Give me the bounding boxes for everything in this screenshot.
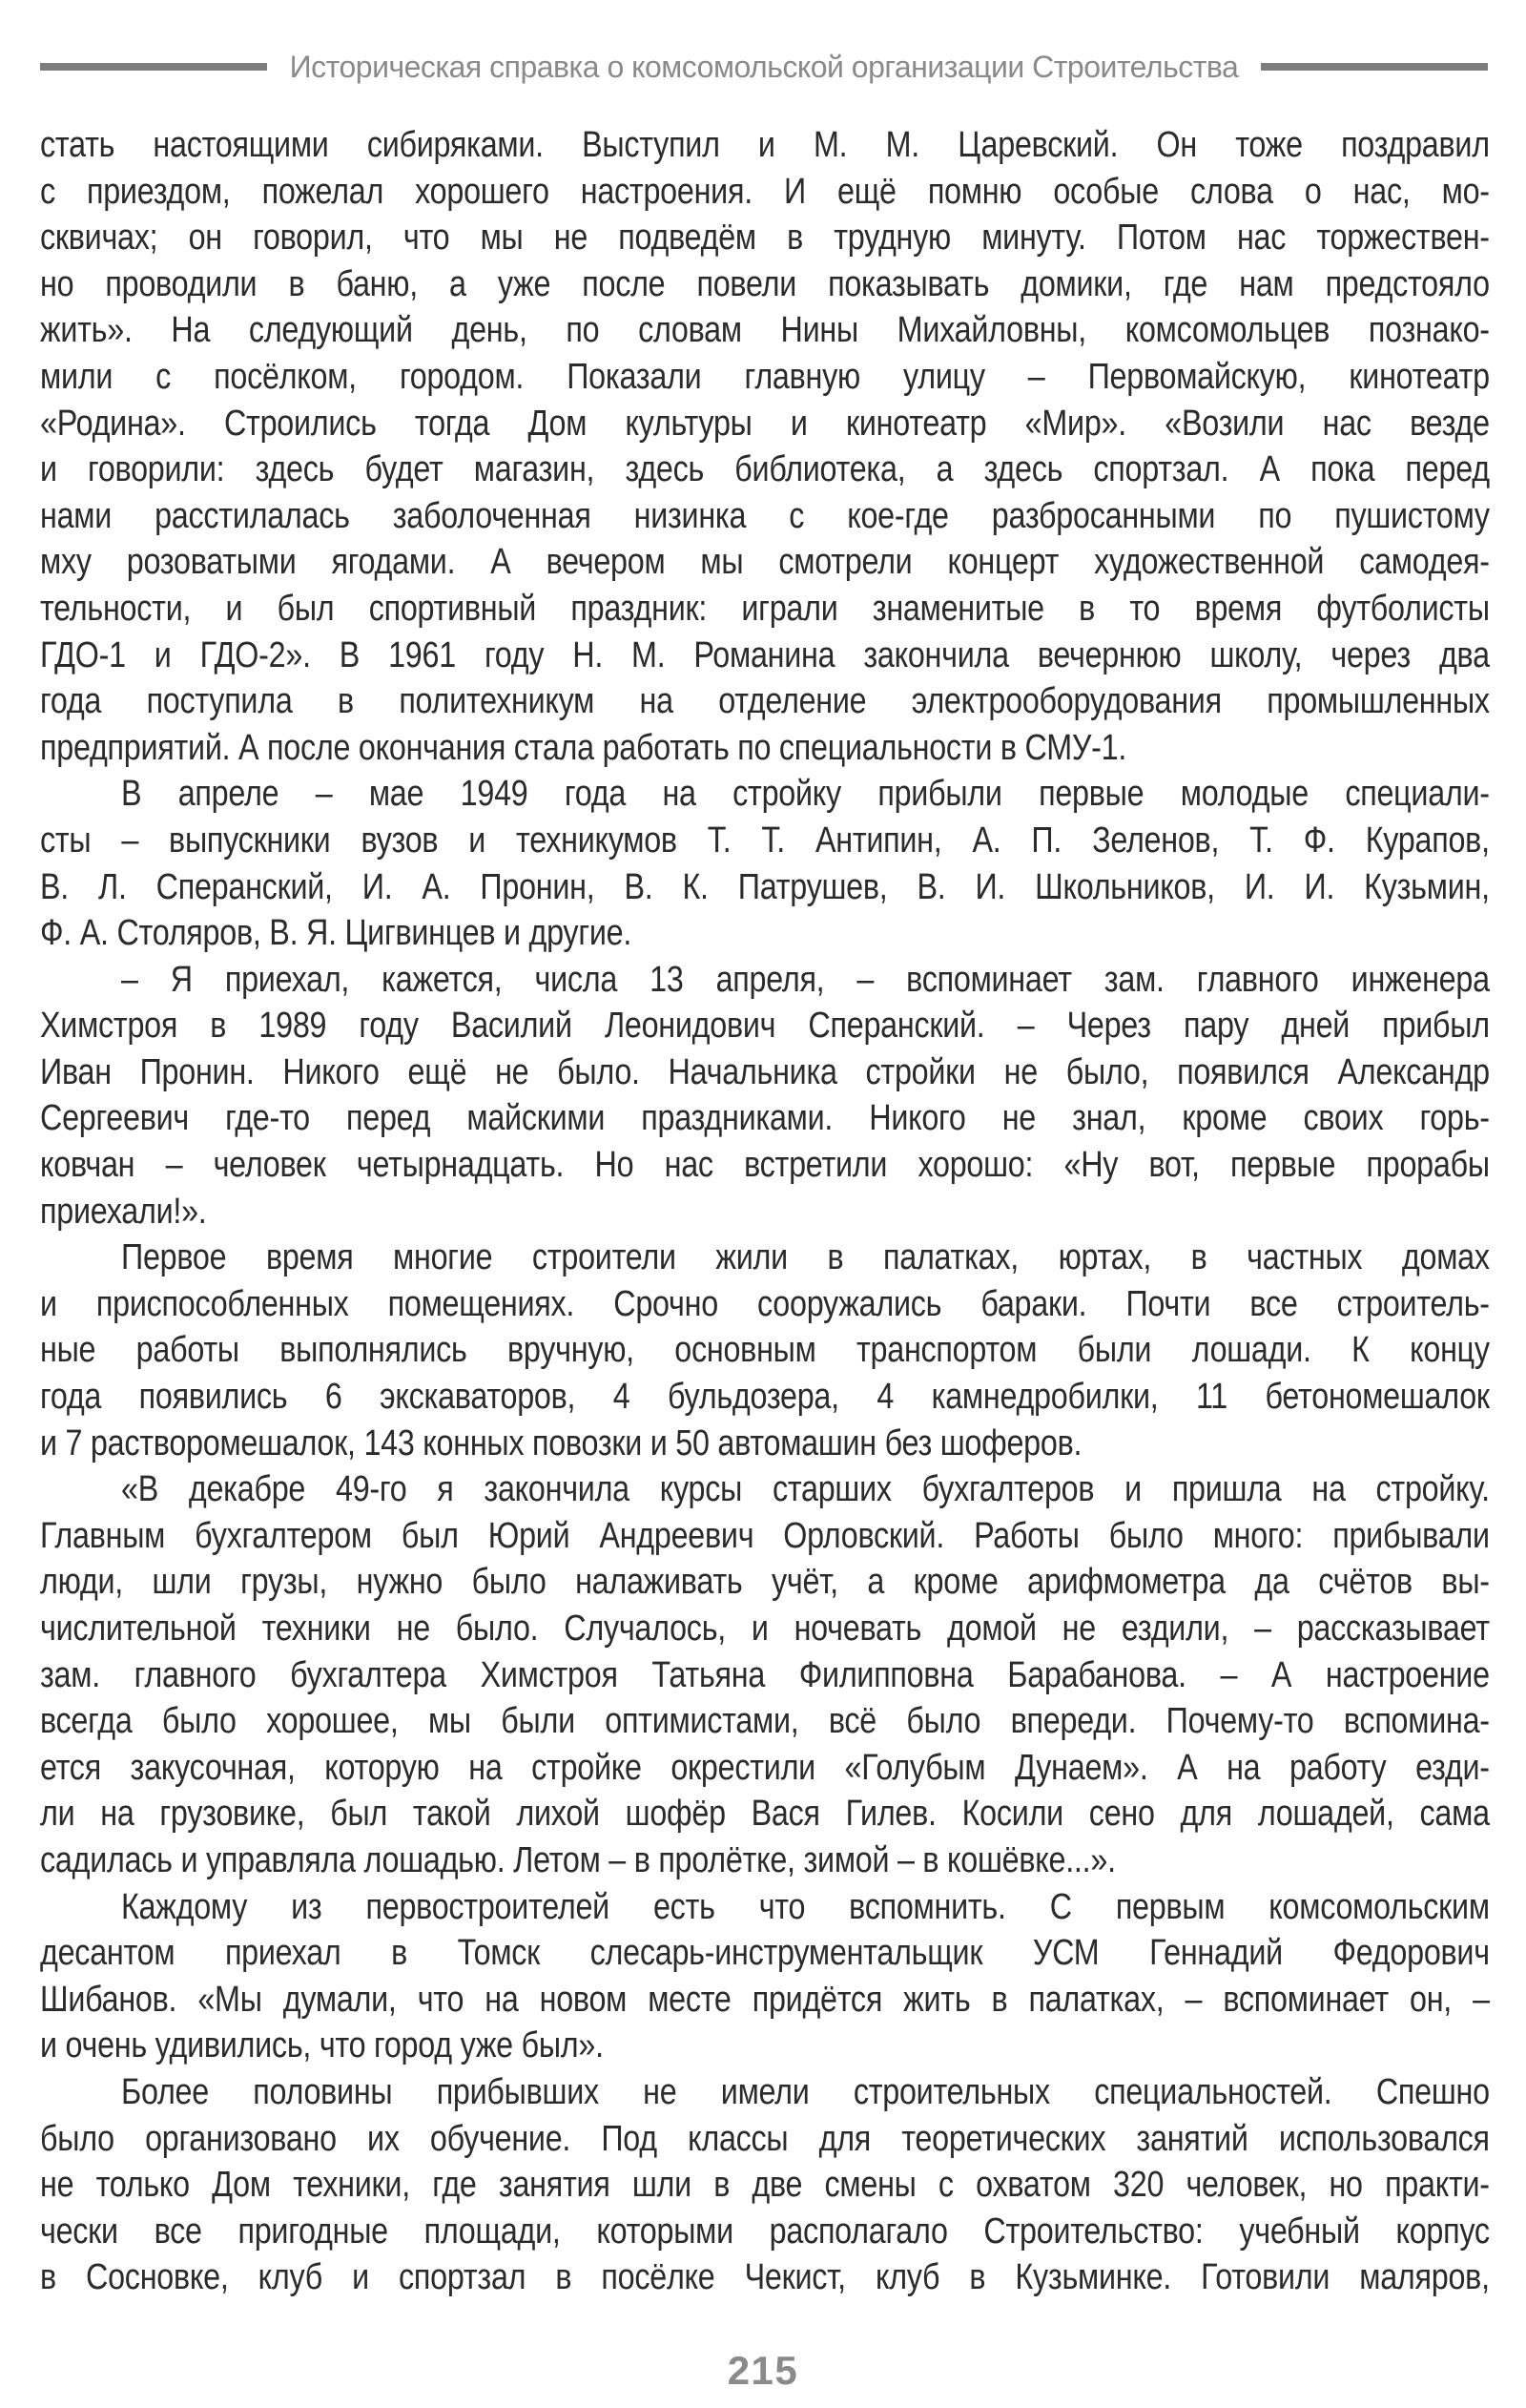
text-line: стать настоящими сибиряками. Выступил и М. М. Царевский. Он тоже поздравил [40, 125, 1490, 165]
text-line: В апреле – мае 1949 года на стройку прибыли первые молодые специали- [121, 774, 1490, 815]
text-line: жить». На следующий день, по словам Нины Михайловны, комсомольцев познако- [40, 310, 1490, 351]
running-header-title: Историческая справка о комсомольской организации Строительства [289, 49, 1239, 84]
paragraph [40, 1466, 1490, 1883]
text-line: чески все пригодные площади, которыми располагало Строительство: учебный корпус [40, 2211, 1490, 2252]
text-line: приехали!». [40, 1191, 207, 1232]
paragraph [40, 2069, 1490, 2301]
paragraph [40, 957, 1490, 1235]
text-line: мху розоватыми ягодами. А вечером мы смотрели концерт художественной самодея- [40, 542, 1490, 583]
text-line: и приспособленных помещениях. Срочно сооружались бараки. Почти все строитель- [40, 1283, 1490, 1324]
text-line: В. Л. Сперанский, И. А. Пронин, В. К. Патрушев, В. И. Школьников, И. И. Кузьмин, [40, 866, 1490, 907]
running-header [40, 48, 1488, 86]
text-line: и 7 растворомешалок, 143 конных повозки и 50 автомашин без шоферов. [40, 1422, 1083, 1463]
paragraph [40, 1884, 1490, 2069]
text-line: но проводили в баню, а уже после повели показывать домики, где нам предстояло [40, 263, 1490, 304]
text-line: Химстроя в 1989 году Василий Леонидович Сперанский. – Через пару дней прибыл [40, 1006, 1490, 1047]
text-line: с приездом, пожелал хорошего настроения. И ещё помню особые слова о нас, мо- [40, 171, 1490, 212]
text-line: Шибанов. «Мы думали, что на новом месте придётся жить в палатках, – вспоминает он, – [40, 1979, 1490, 2020]
text-line: нами расстилалась заболоченная низинка с кое-где разбросанными по пушистому [40, 495, 1490, 536]
text-line: садилась и управляла лошадью. Летом – в пролётке, зимой – в кошёвке...». [40, 1839, 1116, 1880]
header-rule-left [40, 63, 267, 71]
text-line: мили с посёлком, городом. Показали главную улицу – Первомайскую, кинотеатр [40, 356, 1490, 397]
text-line: всегда было хорошее, мы были оптимистами, всё было впереди. Почему-то вспомина- [40, 1701, 1490, 1742]
text-line: люди, шли грузы, нужно было налаживать учёт, а кроме арифмометра да счётов вы- [40, 1562, 1490, 1603]
header-rule-right [1261, 63, 1488, 71]
text-line: и говорили: здесь будет магазин, здесь библиотека, а здесь спортзал. А пока перед [40, 449, 1490, 490]
text-line: в Сосновке, клуб и спортзал в посёлке Чекист, клуб в Кузьминке. Готовили маляров, [40, 2257, 1490, 2298]
text-line: зам. главного бухгалтера Химстроя Татьяна Филипповна Барабанова. – А настроение [40, 1654, 1490, 1695]
text-line: Каждому из первостроителей есть что вспомнить. С первым комсомольским [121, 1886, 1490, 1927]
paragraph [40, 1235, 1490, 1466]
text-line: ли на грузовике, был такой лихой шофёр Вася Гилев. Косили сено для лошадей, сама [40, 1794, 1490, 1835]
text-line: и очень удивились, что город уже был». [40, 2025, 604, 2066]
text-line: ковчан – человек четырнадцать. Но нас встретили хорошо: «Ну вот, первые прорабы [40, 1145, 1490, 1186]
paragraph [40, 771, 1490, 956]
text-line: ется закусочная, которую на стройке окрестили «Голубым Дунаем». А на работу езди- [40, 1747, 1490, 1788]
text-line: года появились 6 экскаваторов, 4 бульдозера, 4 камнедробилки, 11 бетономешалок [40, 1377, 1490, 1418]
text-line: предприятий. А после окончания стала работать по специальности в СМУ-1. [40, 727, 1127, 768]
text-line: тельности, и был спортивный праздник: играли знаменитые в то время футболисты [40, 588, 1490, 629]
text-line: – Я приехал, кажется, числа 13 апреля, – вспоминает зам. главного инженера [121, 959, 1490, 1000]
paragraph [40, 122, 1490, 771]
text-line: ГДО-1 и ГДО-2». В 1961 году Н. М. Романина закончила вечернюю школу, через два [40, 634, 1490, 675]
text-line: десантом приехал в Томск слесарь-инструментальщик УСМ Геннадий Федорович [40, 1933, 1490, 1974]
text-line: было организовано их обучение. Под классы для теоретических занятий использовался [40, 2118, 1490, 2159]
text-line: Главным бухгалтером был Юрий Андреевич Орловский. Работы было много: прибывали [40, 1515, 1490, 1556]
text-line: сты – выпускники вузов и техникумов Т. Т. Антипин, А. П. Зеленов, Т. Ф. Курапов, [40, 820, 1490, 861]
text-line: Иван Пронин. Никого ещё не было. Начальника стройки не было, появился Александр [40, 1051, 1490, 1092]
page-number: 215 [727, 2348, 799, 2393]
text-line: числительной техники не было. Случалось, и ночевать домой не ездили, – рассказывает [40, 1609, 1490, 1649]
page-footer [0, 2348, 1526, 2393]
text-line: Ф. А. Столяров, В. Я. Цигвинцев и другие. [40, 913, 632, 954]
text-line: не только Дом техники, где занятия шли в две смены с охватом 320 человек, но практи- [40, 2165, 1490, 2206]
text-line: ные работы выполнялись вручную, основным транспортом были лошади. К концу [40, 1330, 1490, 1371]
text-line: Более половины прибывших не имели строительных специальностей. Спешно [121, 2071, 1490, 2112]
text-line: «Родина». Строились тогда Дом культуры и кинотеатр «Мир». «Возили нас везде [40, 403, 1490, 444]
text-line: «В декабре 49-го я закончила курсы старших бухгалтеров и пришла на стройку. [121, 1469, 1490, 1510]
text-line: Сергеевич где-то перед майскими праздниками. Никого не знал, кроме своих горь- [40, 1098, 1490, 1139]
text-line: года поступила в политехникум на отделение электрооборудования промышленных [40, 681, 1490, 722]
text-line: сквичах; он говорил, что мы не подведём в трудную минуту. Потом нас торжествен- [40, 218, 1490, 259]
body-text [40, 122, 1490, 2301]
text-line: Первое время многие строители жили в палатках, юртах, в частных домах [121, 1237, 1490, 1278]
